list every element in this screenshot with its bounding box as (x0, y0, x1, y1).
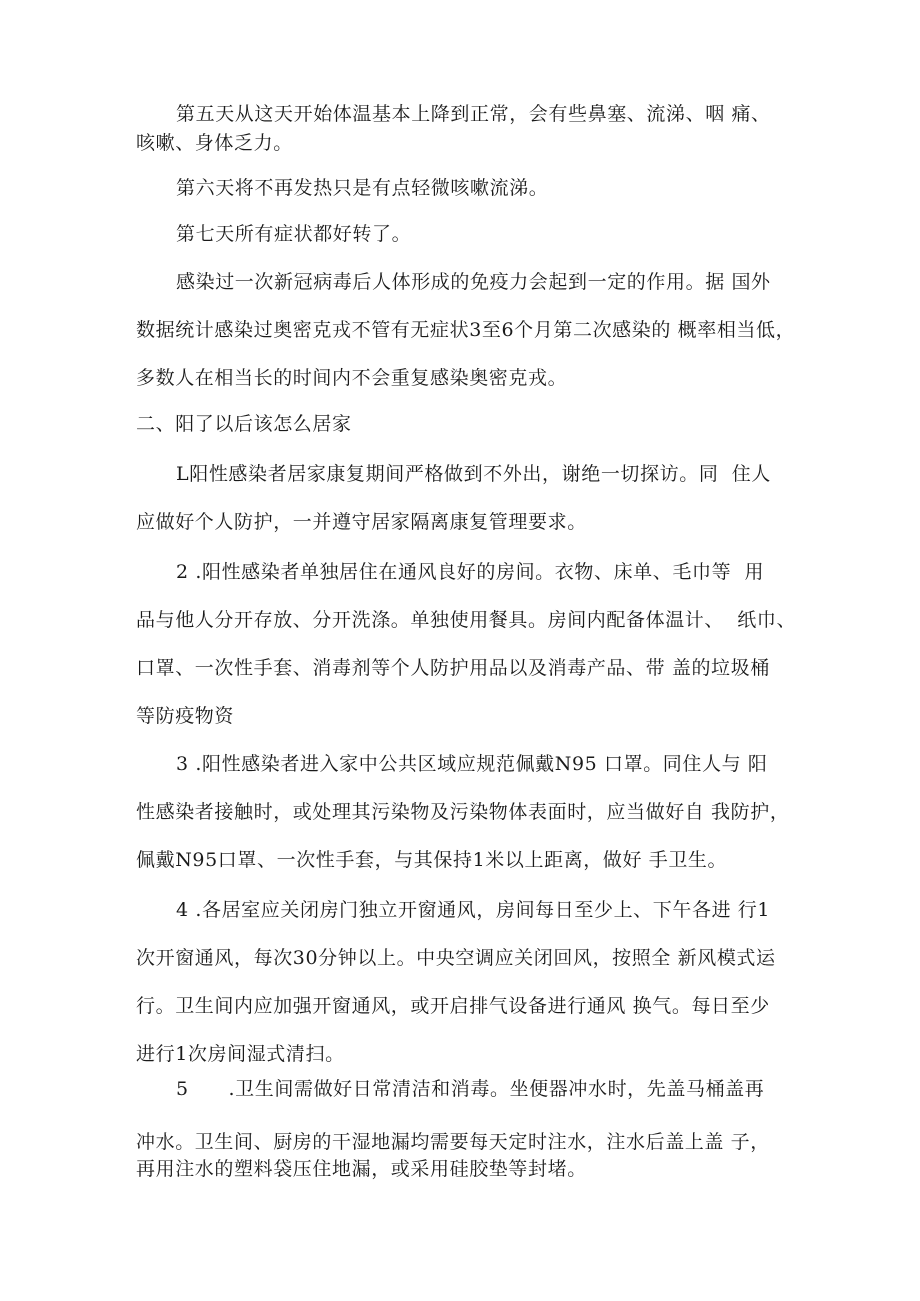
item-5-line-1: 5 .卫生间需做好日常清洁和消毒。坐便器冲水时，先盖马桶盖再 (176, 1078, 765, 1100)
item-1-line-2: 应做好个人防护，一并遵守居家隔离康复管理要求。 (136, 511, 587, 533)
item-4-line-1: 4 .各居室应关闭房门独立开窗通风，房间每日至少上、下午各进 行1 (176, 899, 771, 921)
item-2-line-4: 等防疫物资 (136, 705, 235, 727)
item-4-line-2: 次开窗通风，每次30分钟以上。中央空调应关闭回风，按照全 新风模式运 (136, 947, 776, 969)
item-1-line-1: L阳性感染者居家康复期间严格做到不外出，谢绝一切探访。同 住人 (176, 463, 771, 485)
item-3-line-3: 佩戴N95口罩、一次性手套，与其保持1米以上距离，做好 手卫生。 (136, 849, 728, 871)
item-3-line-2: 性感染者接触时，或处理其污染物及污染物体表面时，应当做好自 我防护， (136, 801, 790, 823)
section-heading-home-isolation: 二、阳了以后该怎么居家 (136, 413, 352, 435)
item-4-line-3: 行。卫生间内应加强开窗通风，或开启排气设备进行通风 换气。每日至少 (136, 995, 770, 1017)
item-2-line-3: 口罩、一次性手套、消毒剂等个人防护用品以及消毒产品、带 盖的垃圾桶 (136, 657, 770, 679)
paragraph-day5-line-2: 咳嗽、身体乏力。 (136, 132, 293, 154)
paragraph-immunity-line-2: 数据统计感染过奥密克戎不管有无症状3至6个月第二次感染的 概率相当低， (136, 319, 796, 341)
item-2-line-2: 品与他人分开存放、分开洗涤。单独使用餐具。房间内配备体温计、 纸巾、 (136, 609, 797, 631)
paragraph-immunity-line-1: 感染过一次新冠病毒后人体形成的免疫力会起到一定的作用。据 国外 (176, 271, 771, 293)
paragraph-day7: 第七天所有症状都好转了。 (176, 223, 412, 245)
paragraph-immunity-line-3: 多数人在相当长的时间内不会重复感染奥密克戎。 (136, 367, 568, 389)
item-5-line-2: 冲水。卫生间、厨房的干湿地漏均需要每天定时注水，注水后盖上盖 子， (136, 1131, 770, 1153)
item-4-line-4: 进行1次房间湿式清扫。 (136, 1043, 345, 1065)
item-5-line-3: 再用注水的塑料袋压住地漏，或采用硅胶垫等封堵。 (136, 1158, 587, 1180)
paragraph-day5-line-1: 第五天从这天开始体温基本上降到正常，会有些鼻塞、流涕、咽 痛、 (176, 103, 771, 125)
item-3-line-1: 3 .阳性感染者进入家中公共区域应规范佩戴N95 口罩。同住人与 阳 (176, 753, 768, 775)
item-2-line-1: 2 .阳性感染者单独居住在通风良好的房间。衣物、床单、毛巾等 用 (176, 561, 765, 583)
paragraph-day6: 第六天将不再发热只是有点轻微咳嗽流涕。 (176, 177, 549, 199)
